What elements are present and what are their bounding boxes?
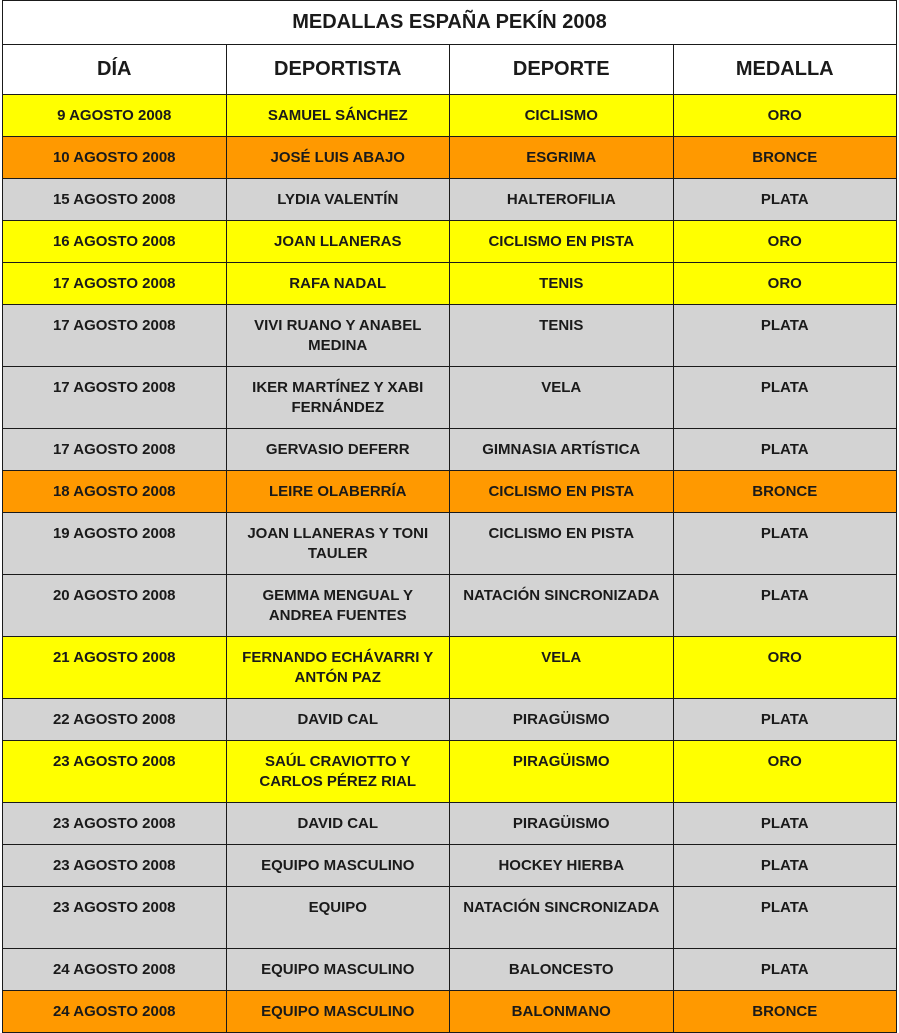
header-dia: DÍA — [3, 45, 227, 95]
cell-deportista: JOAN LLANERAS — [226, 221, 450, 263]
cell-medalla: PLATA — [673, 949, 897, 991]
cell-dia: 22 AGOSTO 2008 — [3, 699, 227, 741]
table-row — [3, 137, 897, 179]
cell-dia: 24 AGOSTO 2008 — [3, 991, 227, 1033]
cell-deporte: ESGRIMA — [450, 137, 674, 179]
cell-deporte: CICLISMO EN PISTA — [450, 513, 674, 575]
cell-deporte: CICLISMO EN PISTA — [450, 221, 674, 263]
cell-dia: 24 AGOSTO 2008 — [3, 949, 227, 991]
table-row — [3, 949, 897, 991]
cell-deporte: GIMNASIA ARTÍSTICA — [450, 429, 674, 471]
cell-deportista: DAVID CAL — [226, 803, 450, 845]
cell-dia: 23 AGOSTO 2008 — [3, 887, 227, 949]
cell-medalla: PLATA — [673, 513, 897, 575]
header-row — [3, 45, 897, 95]
cell-deporte: HOCKEY HIERBA — [450, 845, 674, 887]
cell-deporte: TENIS — [450, 305, 674, 367]
cell-dia: 17 AGOSTO 2008 — [3, 429, 227, 471]
cell-medalla: ORO — [673, 95, 897, 137]
header-medalla: MEDALLA — [673, 45, 897, 95]
cell-deportista: JOAN LLANERAS Y TONI TAULER — [226, 513, 450, 575]
cell-medalla: ORO — [673, 741, 897, 803]
cell-dia: 21 AGOSTO 2008 — [3, 637, 227, 699]
cell-deporte: BALONMANO — [450, 991, 674, 1033]
table-row — [3, 513, 897, 575]
table-row — [3, 741, 897, 803]
cell-dia: 10 AGOSTO 2008 — [3, 137, 227, 179]
cell-dia: 15 AGOSTO 2008 — [3, 179, 227, 221]
cell-deporte: PIRAGÜISMO — [450, 803, 674, 845]
table-title: MEDALLAS ESPAÑA PEKÍN 2008 — [3, 1, 897, 45]
cell-deporte: HALTEROFILIA — [450, 179, 674, 221]
cell-medalla: BRONCE — [673, 471, 897, 513]
cell-medalla: PLATA — [673, 887, 897, 949]
cell-medalla: PLATA — [673, 305, 897, 367]
cell-dia: 16 AGOSTO 2008 — [3, 221, 227, 263]
cell-medalla: ORO — [673, 637, 897, 699]
table-row — [3, 803, 897, 845]
cell-medalla: PLATA — [673, 845, 897, 887]
cell-deportista: EQUIPO — [226, 887, 450, 949]
table-row — [3, 429, 897, 471]
cell-deportista: EQUIPO MASCULINO — [226, 845, 450, 887]
cell-deportista: LYDIA VALENTÍN — [226, 179, 450, 221]
cell-medalla: PLATA — [673, 367, 897, 429]
cell-dia: 18 AGOSTO 2008 — [3, 471, 227, 513]
table-row — [3, 887, 897, 949]
cell-dia: 23 AGOSTO 2008 — [3, 845, 227, 887]
cell-dia: 9 AGOSTO 2008 — [3, 95, 227, 137]
cell-medalla: PLATA — [673, 699, 897, 741]
cell-deporte: PIRAGÜISMO — [450, 699, 674, 741]
header-deportista: DEPORTISTA — [226, 45, 450, 95]
cell-deportista: EQUIPO MASCULINO — [226, 991, 450, 1033]
table-row — [3, 991, 897, 1033]
cell-dia: 23 AGOSTO 2008 — [3, 741, 227, 803]
table-row — [3, 699, 897, 741]
cell-dia: 17 AGOSTO 2008 — [3, 367, 227, 429]
cell-deportista: IKER MARTÍNEZ Y XABI FERNÁNDEZ — [226, 367, 450, 429]
cell-deporte: CICLISMO — [450, 95, 674, 137]
cell-dia: 17 AGOSTO 2008 — [3, 263, 227, 305]
cell-deportista: SAÚL CRAVIOTTO Y CARLOS PÉREZ RIAL — [226, 741, 450, 803]
table-row — [3, 95, 897, 137]
cell-medalla: ORO — [673, 221, 897, 263]
cell-deporte: PIRAGÜISMO — [450, 741, 674, 803]
cell-dia: 23 AGOSTO 2008 — [3, 803, 227, 845]
table-row — [3, 367, 897, 429]
table-row — [3, 471, 897, 513]
cell-dia: 20 AGOSTO 2008 — [3, 575, 227, 637]
table-row — [3, 305, 897, 367]
cell-deporte: NATACIÓN SINCRONIZADA — [450, 887, 674, 949]
table-row — [3, 575, 897, 637]
cell-deportista: JOSÉ LUIS ABAJO — [226, 137, 450, 179]
cell-medalla: PLATA — [673, 429, 897, 471]
cell-dia: 17 AGOSTO 2008 — [3, 305, 227, 367]
cell-medalla: BRONCE — [673, 137, 897, 179]
table-body — [3, 95, 897, 1033]
cell-deportista: SAMUEL SÁNCHEZ — [226, 95, 450, 137]
cell-deportista: GEMMA MENGUAL Y ANDREA FUENTES — [226, 575, 450, 637]
cell-medalla: ORO — [673, 263, 897, 305]
cell-deportista: RAFA NADAL — [226, 263, 450, 305]
cell-deporte: BALONCESTO — [450, 949, 674, 991]
cell-medalla: BRONCE — [673, 991, 897, 1033]
cell-deportista: VIVI RUANO Y ANABEL MEDINA — [226, 305, 450, 367]
cell-deportista: GERVASIO DEFERR — [226, 429, 450, 471]
cell-deportista: DAVID CAL — [226, 699, 450, 741]
cell-deporte: VELA — [450, 637, 674, 699]
cell-deportista: EQUIPO MASCULINO — [226, 949, 450, 991]
cell-deportista: FERNANDO ECHÁVARRI Y ANTÓN PAZ — [226, 637, 450, 699]
table-row — [3, 845, 897, 887]
cell-deporte: TENIS — [450, 263, 674, 305]
medals-table — [2, 0, 897, 1033]
table-row — [3, 179, 897, 221]
table-row — [3, 637, 897, 699]
cell-medalla: PLATA — [673, 179, 897, 221]
cell-deportista: LEIRE OLABERRÍA — [226, 471, 450, 513]
header-deporte: DEPORTE — [450, 45, 674, 95]
cell-deporte: NATACIÓN SINCRONIZADA — [450, 575, 674, 637]
cell-medalla: PLATA — [673, 803, 897, 845]
cell-deporte: CICLISMO EN PISTA — [450, 471, 674, 513]
title-row — [3, 1, 897, 45]
cell-medalla: PLATA — [673, 575, 897, 637]
table-row — [3, 221, 897, 263]
cell-dia: 19 AGOSTO 2008 — [3, 513, 227, 575]
cell-deporte: VELA — [450, 367, 674, 429]
table-row — [3, 263, 897, 305]
